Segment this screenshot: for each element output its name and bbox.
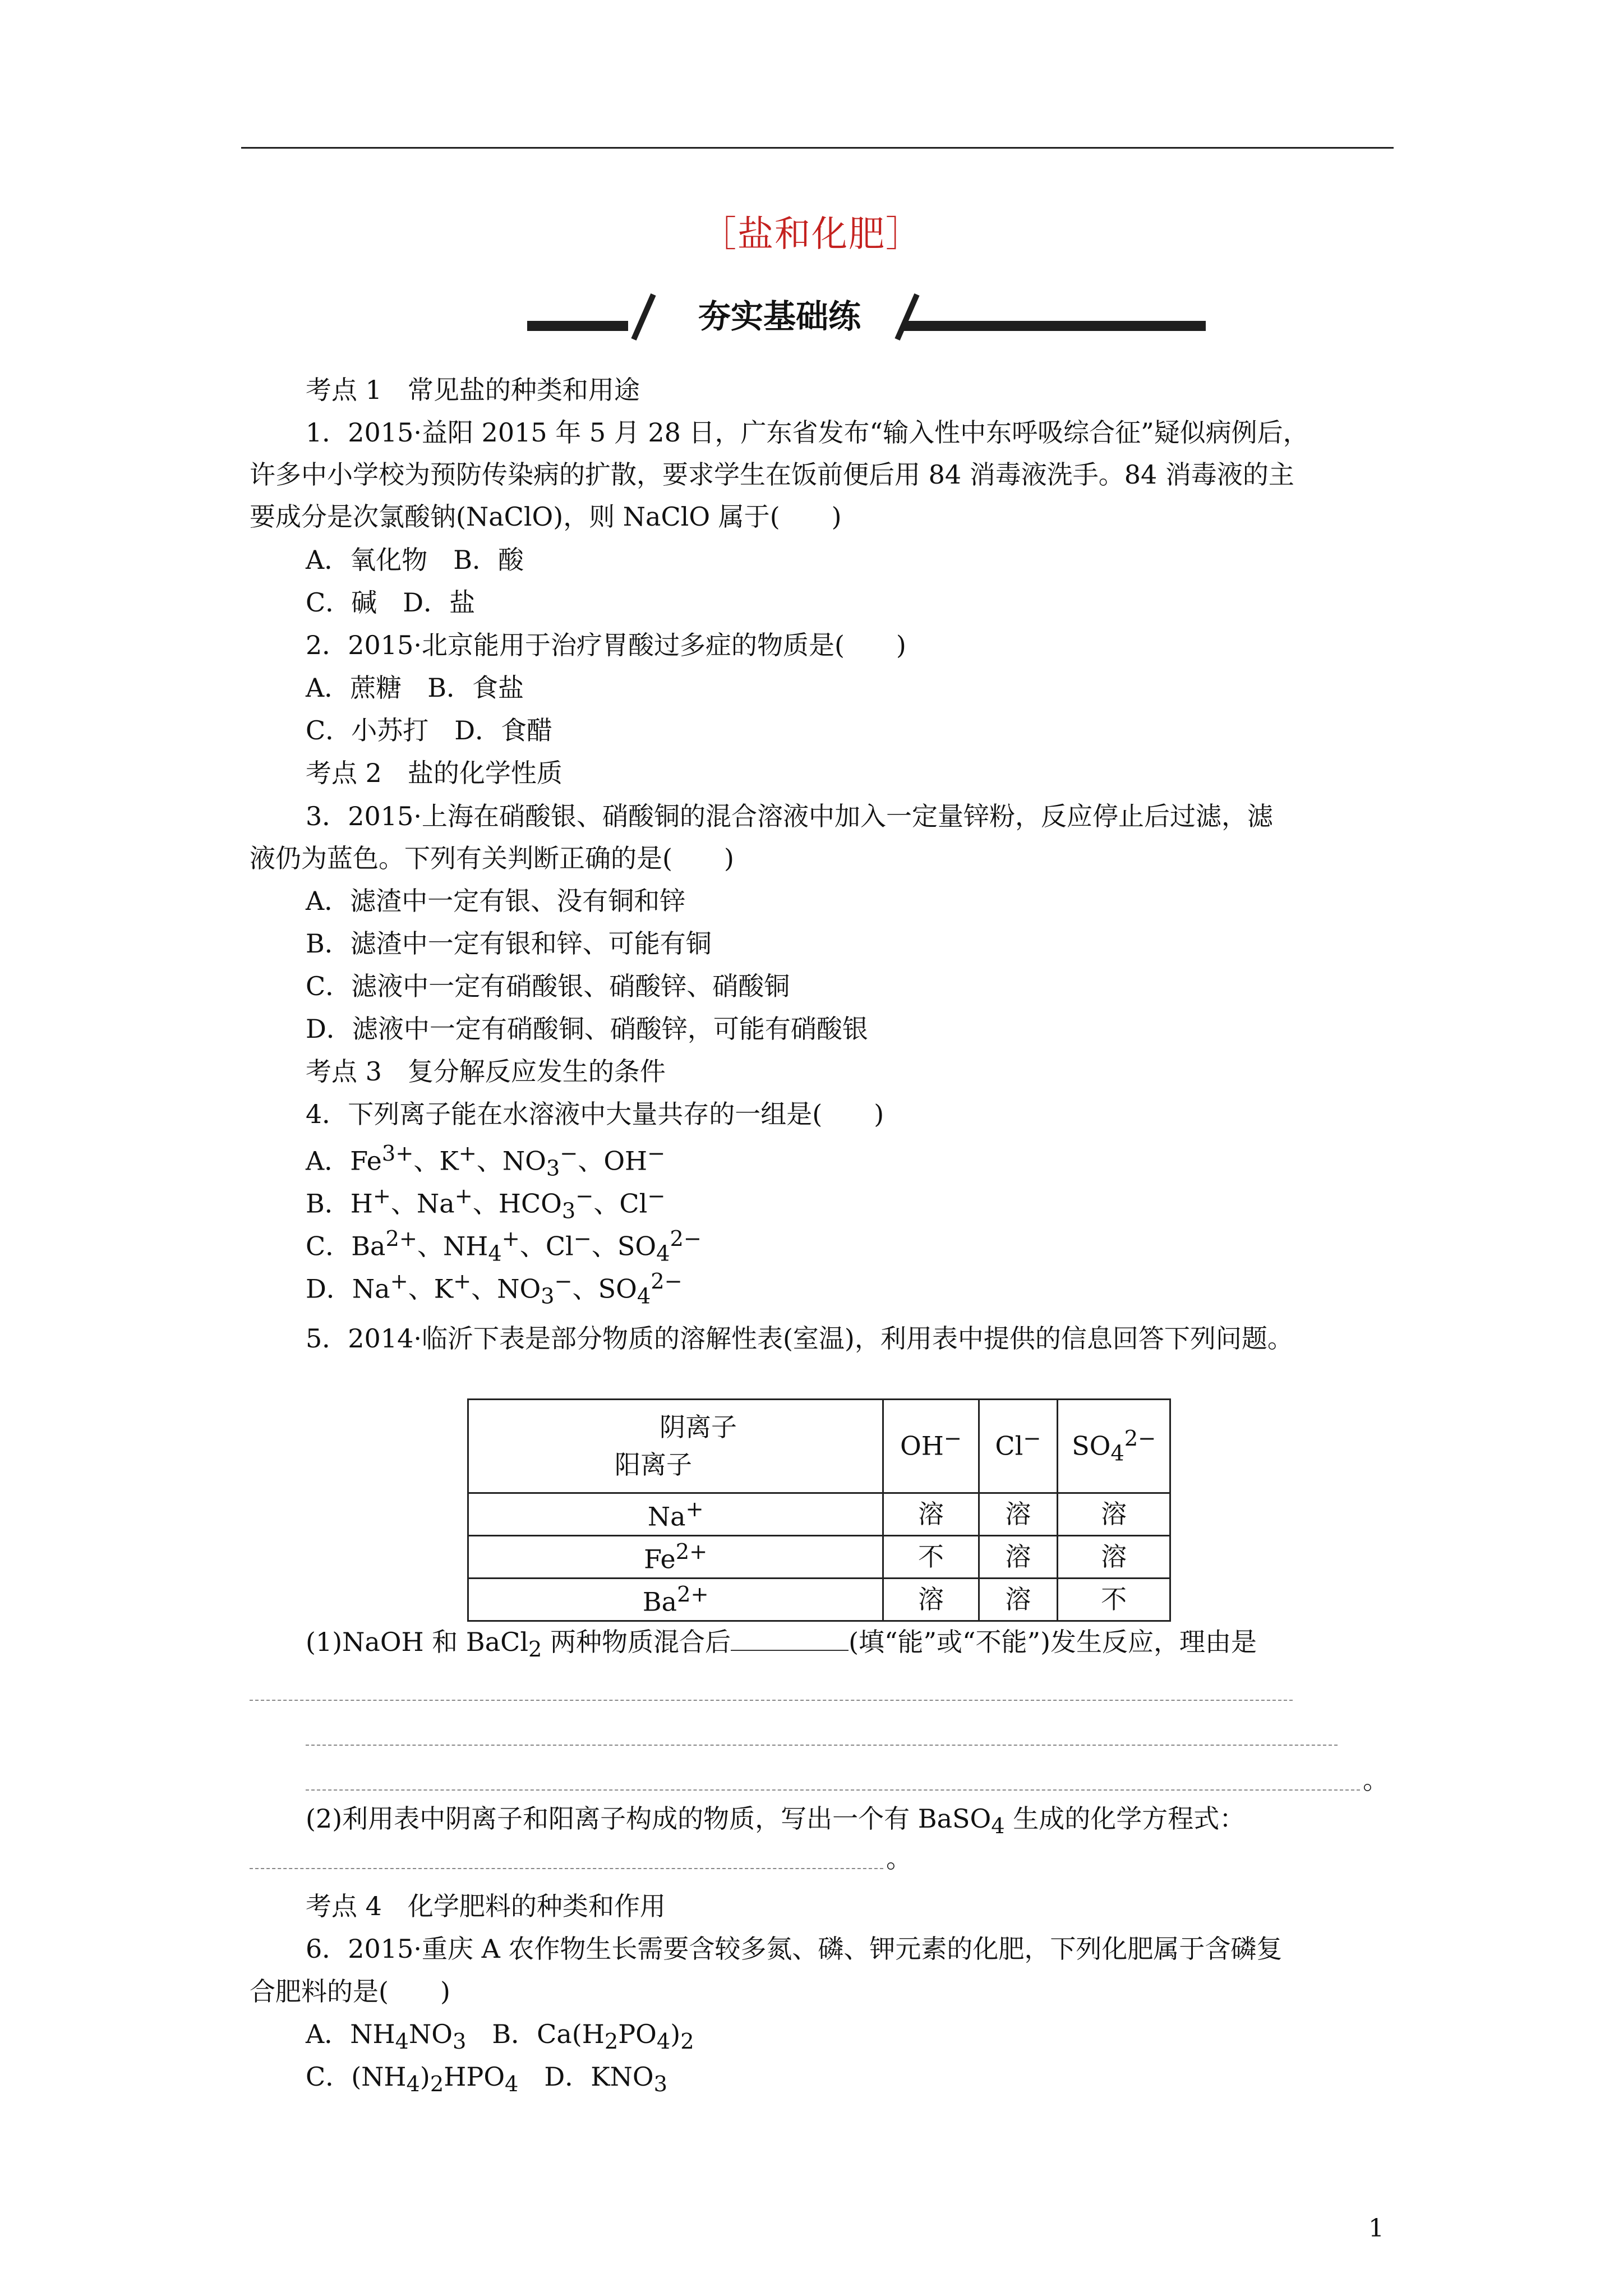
q6-options-ab: A．$NH_4NO_3$ B．$Ca(H_2PO_4)_2$ [306, 2019, 694, 2055]
q3-option-c: C．滤液中一定有硝酸银、硝酸锌、硝酸铜 [306, 971, 790, 1001]
q4-option-b: B．H+、Na+、$HCO_3^-$、Cl− [306, 1184, 666, 1224]
topic-1-heading: 考点 1 常见盐的种类和用途 [306, 375, 640, 405]
q1-line-2: 许多中小学校为预防传染病的扩散，要求学生在饭前便后用 84 消毒液洗手。84 消毒液的主 [250, 459, 1294, 490]
equation-line-period: 。 [886, 1843, 912, 1874]
q5-part-1: (1)NaOH 和 BaCl$_2$ 两种物质混合后 (填“能”或“不能”)发生反应，理由是 [306, 1625, 1257, 1663]
anion-header-oh: OH− [883, 1400, 979, 1493]
section-bar-left [527, 321, 628, 331]
q6-line-1: 6．2015·重庆 A 农作物生长需要含较多氮、磷、钾元素的化肥，下列化肥属于含磷复 [306, 1934, 1283, 1964]
q4-option-a: A．$Fe^{3+}$、K+、$NO_3^-$、OH− [306, 1141, 666, 1181]
table-cell: 不 [1058, 1579, 1170, 1621]
answer-line-2[interactable] [306, 1745, 1338, 1746]
table-cell: 溶 [1058, 1493, 1170, 1536]
q3-option-a: A．滤渣中一定有银、没有铜和锌 [306, 886, 686, 916]
q1-line-3: 要成分是次氯酸钠(NaClO)，则 NaClO 属于( ) [250, 501, 842, 532]
table-cell: 溶 [883, 1493, 979, 1536]
cation-label: 阳离子 [615, 1450, 692, 1480]
table-cell: 溶 [883, 1579, 979, 1621]
topic-3-heading: 考点 3 复分解反应发生的条件 [306, 1056, 666, 1087]
answer-line-1[interactable] [250, 1700, 1293, 1701]
topic-2-heading: 考点 2 盐的化学性质 [306, 758, 562, 788]
answer-line-3[interactable] [306, 1789, 1360, 1791]
q4-option-d: D．Na+、K+、$NO_3^-$、$SO_4^{2-}$ [306, 1269, 683, 1309]
table-header-row [468, 1400, 1170, 1493]
q2-options-ab: A．蔗糖 B．食盐 [306, 673, 524, 703]
q3-option-d: D．滤液中一定有硝酸铜、硝酸锌，可能有硝酸银 [306, 1014, 868, 1044]
cation-cell: $Fe^{2+}$ [468, 1536, 883, 1579]
q1-options-cd: C．碱 D．盐 [306, 587, 476, 618]
section-title: 夯实基础练 [698, 297, 861, 335]
table-row [468, 1536, 1170, 1579]
q2-options-cd: C．小苏打 D．食醋 [306, 715, 553, 746]
q6-options-cd: C．$(NH_4)_2HPO_4$ D．$KNO_3$ [306, 2062, 668, 2097]
equation-answer-line[interactable] [250, 1868, 883, 1869]
q2-stem: 2．2015·北京能用于治疗胃酸过多症的物质是( ) [306, 630, 906, 660]
table-cell: 不 [883, 1536, 979, 1579]
q1-options-ab: A．氧化物 B．酸 [306, 545, 524, 575]
q5-part-2: (2)利用表中阴离子和阳离子构成的物质，写出一个有 BaSO$_4$ 生成的化学方程式： [306, 1803, 1246, 1839]
section-slash-left-icon [617, 292, 667, 342]
table-cell: 溶 [979, 1579, 1058, 1621]
cation-cell: $Ba^{2+}$ [468, 1579, 883, 1621]
header-rule [241, 147, 1394, 149]
page-title: ［盐和化肥］ [700, 214, 923, 255]
answer-blank[interactable] [731, 1625, 849, 1651]
q4-stem: 4．下列离子能在水溶液中大量共存的一组是( ) [306, 1099, 884, 1129]
page-number: 1 [1368, 2214, 1384, 2243]
solubility-table [467, 1398, 1171, 1622]
q4-option-c: C．$Ba^{2+}$、$NH_4^+$、Cl−、$SO_4^{2-}$ [306, 1226, 702, 1267]
table-corner-cell [468, 1400, 883, 1493]
q3-line-2: 液仍为蓝色。下列有关判断正确的是( ) [250, 843, 734, 873]
table-cell: 溶 [1058, 1536, 1170, 1579]
q5-stem: 5．2014·临沂下表是部分物质的溶解性表(室温)，利用表中提供的信息回答下列问题。 [306, 1323, 1293, 1354]
table-cell: 溶 [979, 1536, 1058, 1579]
section-bar-right [903, 321, 1206, 331]
table-row [468, 1579, 1170, 1621]
table-cell: 溶 [979, 1493, 1058, 1536]
q3-line-1: 3．2015·上海在硝酸银、硝酸铜的混合溶液中加入一定量锌粉，反应停止后过滤，滤 [306, 801, 1273, 831]
topic-4-heading: 考点 4 化学肥料的种类和作用 [306, 1891, 666, 1921]
anion-header-so4: $SO_4^{2-}$ [1058, 1400, 1170, 1493]
table-row [468, 1493, 1170, 1536]
anion-header-cl: Cl− [979, 1400, 1058, 1493]
q1-line-1: 1．2015·益阳 2015 年 5 月 28 日，广东省发布“输入性中东呼吸综合征”疑似病例后， [306, 417, 1309, 448]
anion-label: 阴离子 [660, 1412, 737, 1443]
q3-option-b: B．滤渣中一定有银和锌、可能有铜 [306, 928, 712, 959]
cation-cell: Na+ [468, 1493, 883, 1536]
answer-line-period: 。 [1363, 1765, 1389, 1795]
q6-line-2: 合肥料的是( ) [250, 1976, 450, 2007]
